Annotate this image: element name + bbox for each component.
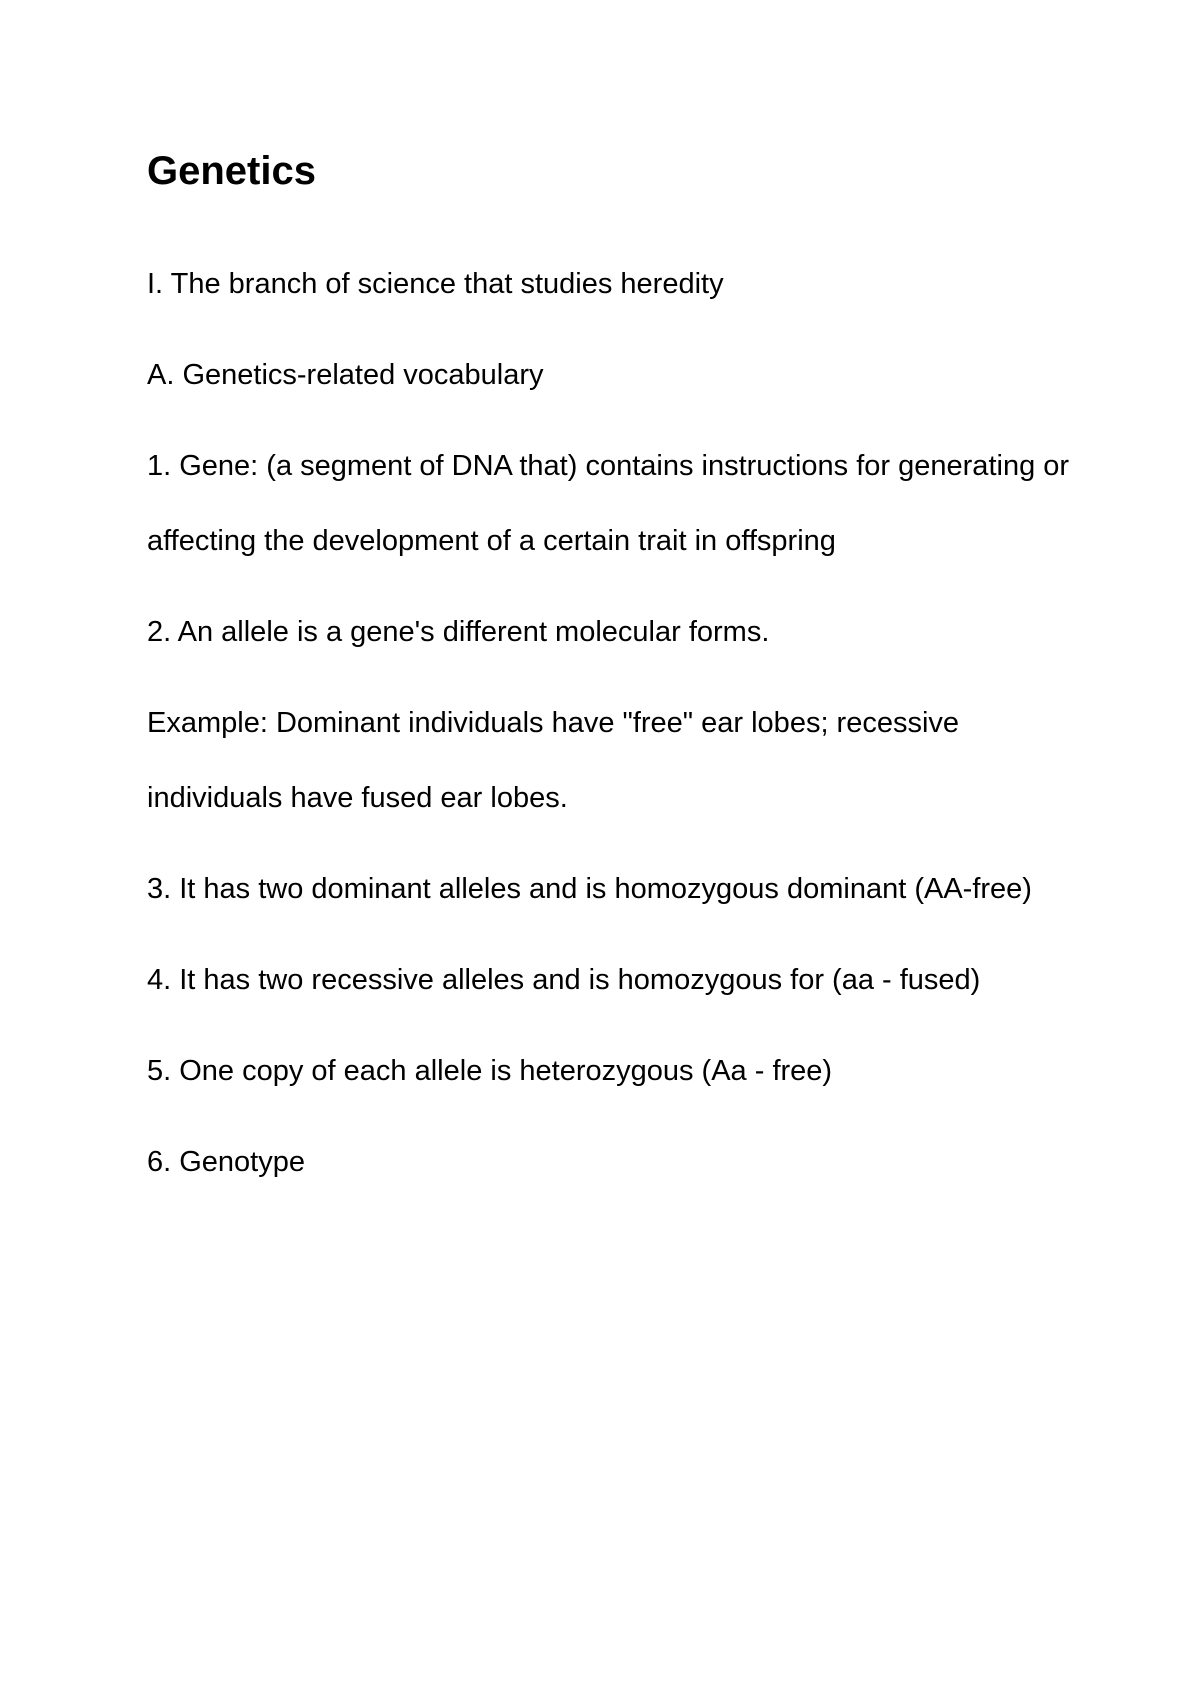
outline-heading-roman: I. The branch of science that studies heredity [147,268,724,300]
definition-genotype: 6. Genotype [147,1146,305,1178]
page-title: Genetics [147,149,316,193]
definition-gene: 1. Gene: (a segment of DNA that) contains instructions for generating or affecting the development of a certain trait in offspring [147,450,1078,557]
definition-allele: 2. An allele is a gene's different molecular forms. [147,616,770,648]
definition-heterozygous: 5. One copy of each allele is heterozygous (Aa - free) [147,1055,833,1087]
definition-homozygous-recessive: 4. It has two recessive alleles and is homozygous for (aa - fused) [147,964,981,996]
outline-heading-letter: A. Genetics-related vocabulary [147,359,544,391]
definition-homozygous-dominant: 3. It has two dominant alleles and is homozygous dominant (AA-free) [147,873,1032,905]
document-body [147,145,1087,1200]
example-ear-lobes: Example: Dominant individuals have "free" ear lobes; recessive individuals have fused ear lobes. [147,707,968,814]
